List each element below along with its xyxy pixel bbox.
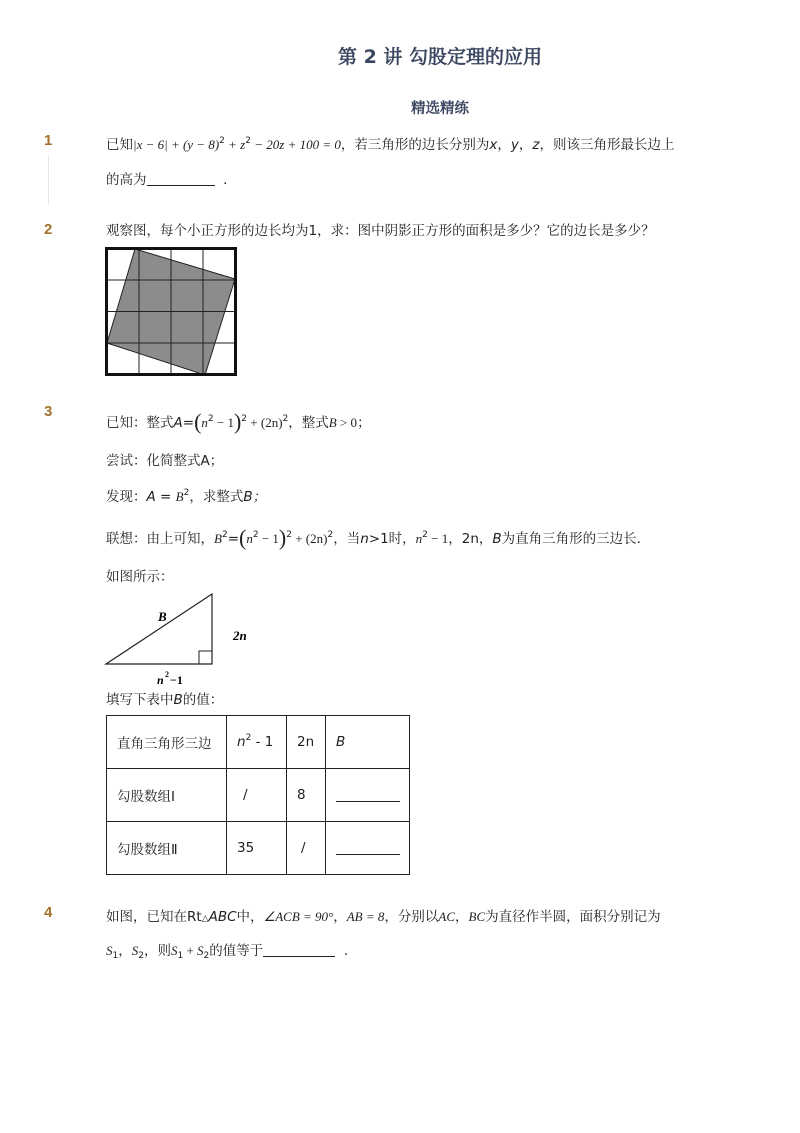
q1-line2: 的高为 [106, 172, 147, 188]
q3-assoc-mid: ，当 [333, 531, 361, 547]
answer-blank[interactable] [263, 942, 335, 957]
q3-n: n [201, 415, 208, 430]
head-exp: 2 [245, 733, 252, 743]
q3-find-pre: 发现： [106, 489, 147, 505]
q3-A: A [173, 415, 183, 431]
q3-assoc-pre: 联想：由上可知， [106, 531, 214, 547]
q3-fill-pre: 填写下表中 [106, 692, 174, 708]
q4-comma: ， [455, 909, 469, 925]
table-cell: 勾股数组Ⅱ [107, 822, 227, 875]
answer-blank[interactable] [147, 171, 215, 186]
table-cell: / [227, 769, 287, 822]
q3-minus1: − 1 [213, 415, 234, 430]
q3-two-n: + (2n) [291, 531, 328, 546]
table-cell[interactable] [326, 822, 410, 875]
q3-2n: 2n [461, 531, 479, 547]
table-cell: 35 [227, 822, 287, 875]
q3-B: B [328, 415, 337, 430]
q1-comma: ， [518, 137, 533, 153]
q1-y: y [510, 137, 519, 153]
q3-known [106, 409, 371, 434]
q1-z: z [532, 137, 540, 153]
q3-comma: ， [478, 531, 493, 547]
q4-sub1: 1 [112, 951, 119, 961]
q3-exp: 2 [252, 530, 259, 540]
q4-mid: 中， [236, 909, 264, 925]
q1-x: x [489, 137, 498, 153]
q4-sub2: 2 [138, 951, 144, 961]
q1-end: . [223, 172, 228, 188]
q3-minus1: − 1 [258, 531, 279, 546]
q3-triple-n: n [415, 531, 423, 546]
q4-s: S [197, 943, 204, 958]
question-number-2: 2 [44, 221, 53, 238]
paren-left: ( [194, 409, 202, 434]
q4-sub2: 2 [203, 951, 210, 961]
q3-A: A [146, 489, 156, 505]
q4-ac: AC [438, 909, 456, 924]
paren-right: ) [278, 525, 287, 550]
q3-assoc-tail: 为直角三角形的三边长． [501, 531, 651, 547]
q3-exp: 2 [221, 530, 228, 540]
q3-comma: ， [448, 531, 462, 547]
q3-known-end: ； [357, 415, 371, 431]
table-cell: 直角三角形三边 [107, 716, 227, 769]
q1-comma: ， [497, 137, 511, 153]
q4-angle: ∠ACB = 90° [263, 909, 334, 924]
q1-eq-c: − 20z + 100 = 0 [250, 137, 341, 152]
q3-gt1: >1时， [368, 531, 416, 547]
question-number-4: 4 [44, 904, 53, 921]
q4-mid2: ，分别以 [384, 909, 439, 925]
triangle-figure [100, 588, 260, 688]
table-cell: B [326, 716, 410, 769]
q3-exp: 2 [327, 530, 334, 540]
triangle-symbol: △ [201, 914, 209, 924]
q3-fill [106, 690, 223, 710]
q1-line-1 [106, 135, 674, 155]
q4-comma: ， [118, 943, 132, 959]
answer-blank[interactable] [336, 787, 400, 802]
q4-end: 为直径作半圆，面积分别记为 [485, 909, 661, 925]
q3-eq: = [227, 531, 239, 547]
q3-find [106, 487, 266, 507]
pythagorean-table [106, 715, 410, 875]
q3-exp: 2 [183, 488, 190, 498]
q3-n: n [246, 531, 253, 546]
q3-find-mid: ，求整式 [189, 489, 244, 505]
q4-s: S [131, 943, 139, 958]
q3-exp: 2 [286, 530, 292, 540]
q3-B-var: B [492, 531, 502, 547]
q4-s: S [170, 943, 178, 958]
table-cell: 2n [287, 716, 326, 769]
q3-B: B [175, 489, 184, 504]
label-2n: 2n [233, 628, 247, 643]
q3-assoc [106, 525, 651, 550]
label-bottom-rest: −1 [170, 673, 183, 687]
table-cell: 8 [287, 769, 326, 822]
q3-as-shown: 如图所示： [106, 569, 174, 585]
q4-pre: 如图，已知在Rt [106, 909, 202, 925]
q3-B: B [214, 531, 222, 546]
q3-exp: 2 [241, 414, 248, 424]
right-triangle [106, 594, 212, 664]
table-row [107, 769, 410, 822]
q3-eq: = [182, 415, 195, 431]
q4-l2-end: 的值等于 [209, 943, 264, 959]
q3-B-var: B [173, 692, 183, 708]
q3-find-end: B； [243, 489, 267, 505]
q3-fill-end: 的值： [182, 692, 224, 708]
q4-plus: + [183, 943, 198, 958]
q3-two-n: + (2n) [247, 415, 283, 430]
label-bottom-exp: 2 [165, 670, 169, 679]
q3-minus1: − 1 [427, 531, 449, 546]
q4-s: S [106, 943, 113, 958]
q4-l2-mid: ，则 [143, 943, 171, 959]
q4-comma: ， [333, 909, 347, 925]
section-subtitle: 精选精练 [411, 101, 469, 117]
table-cell [227, 716, 287, 769]
table-cell[interactable] [326, 769, 410, 822]
label-B: B [158, 609, 167, 624]
q1-eq-a: |x − 6| + (y − 8) [133, 137, 220, 152]
head-n: n [237, 734, 246, 750]
q1-post: ，若三角形的边长分别为 [340, 137, 490, 153]
table-row [107, 822, 410, 875]
q4-line-1 [106, 907, 661, 929]
label-bottom-n: n [157, 673, 164, 687]
page-title: 第 2 讲 勾股定理的应用 [337, 46, 543, 68]
grid-lines [107, 249, 235, 375]
q4-bc: BC [468, 909, 486, 924]
q3-eq: = [155, 489, 176, 505]
q1-ask: ，则该三角形最长边上 [539, 137, 675, 153]
answer-blank[interactable] [336, 840, 400, 855]
paren-left: ( [239, 525, 247, 550]
grid-figure [105, 247, 237, 377]
question-number-3: 3 [44, 403, 53, 420]
q4-ab: AB = 8 [346, 909, 385, 924]
q3-known-mid: ，整式 [288, 415, 329, 431]
table-row [107, 716, 410, 769]
q1-exp: 2 [245, 136, 251, 146]
q4-abc: ABC [208, 909, 237, 925]
q4-dot: . [343, 943, 349, 959]
q1-eq-b: + z [224, 137, 246, 152]
q3-n-var: n [360, 531, 369, 547]
q2-text: 观察图，每个小正方形的边长均为1，求：图中阴影正方形的面积是多少？它的边长是多少？ [106, 223, 655, 239]
table-cell: / [287, 822, 326, 875]
head-rest: - 1 [251, 734, 274, 750]
q4-line-2 [106, 941, 348, 961]
margin-rule [48, 155, 49, 205]
q1-exp: 2 [219, 136, 225, 146]
q3-exp: 2 [282, 414, 289, 424]
q3-exp: 2 [422, 530, 428, 540]
q4-sub1: 1 [177, 951, 184, 961]
q3-exp: 2 [207, 414, 214, 424]
q3-b-gt: > 0 [336, 415, 358, 430]
table-cell: 勾股数组Ⅰ [107, 769, 227, 822]
q1-line-2 [106, 170, 227, 190]
q3-try: 尝试：化简整式A； [106, 453, 224, 469]
right-angle-mark [199, 651, 212, 664]
q1-pre: 已知 [106, 137, 133, 153]
q3-known-pre: 已知：整式 [106, 415, 174, 431]
paren-right: ) [233, 409, 242, 434]
question-number-1: 1 [44, 132, 53, 149]
